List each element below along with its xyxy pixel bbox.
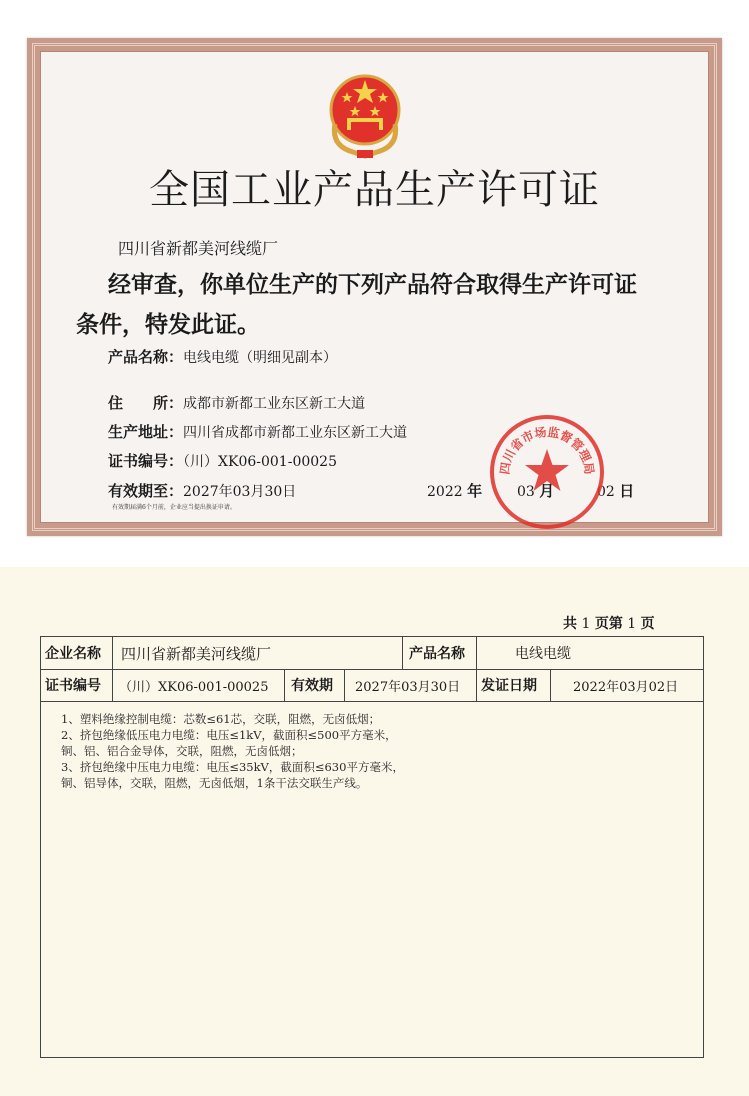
issue-year: 2022 年 <box>427 482 483 500</box>
product-name-value: 电线电缆 <box>515 646 571 662</box>
table-row <box>41 669 703 702</box>
product-label: 产品名称： <box>108 348 184 366</box>
page-count: 共 1 页第 1 页 <box>563 616 655 632</box>
product-row <box>108 346 337 367</box>
company-name-value: 四川省新都美河线缆厂 <box>113 637 403 669</box>
valid-period-value: 2027年03月30日 <box>345 669 477 701</box>
address-row <box>108 392 365 413</box>
production-site-value: 四川省成都市新都工业东区新工大道 <box>183 425 408 441</box>
certificate-title: 全国工业产品生产许可证 <box>149 167 600 213</box>
certificate-number-label: 证书编号： <box>108 452 184 470</box>
production-site-label: 生产地址： <box>108 423 184 441</box>
address-value: 成都市新都工业东区新工大道 <box>183 396 366 412</box>
company-name-label: 企业名称 <box>41 637 113 669</box>
list-item: 2、挤包绝缘低压电力电缆：电压≤1kV，截面积≤500平方毫米， <box>61 728 397 742</box>
production-site-row <box>108 421 407 442</box>
product-value: 电线电缆（明细见副本） <box>183 350 338 366</box>
certificate-holder: 四川省新都美河线缆厂 <box>118 239 279 258</box>
issue-month: 03 月 <box>517 482 555 500</box>
issue-date-value: 2022年03月02日 <box>573 679 679 695</box>
valid-until-value: 2027年03月30日 <box>183 484 297 500</box>
valid-until-row <box>108 480 296 501</box>
svg-text:四川省市场监督管理局: 四川省市场监督管理局 <box>497 425 597 476</box>
certificate-number-label-appendix: 证书编号 <box>41 669 113 701</box>
official-seal-icon <box>488 413 606 531</box>
list-item: 3、挤包绝缘中压电力电缆：电压≤35kV，截面积≤630平方毫米， <box>61 760 404 774</box>
product-item-list <box>61 711 404 791</box>
address-label: 住 所： <box>108 394 184 412</box>
statement-line-1: 经审查，你单位生产的下列产品符合取得生产许可证 <box>108 271 637 298</box>
list-item: 1、塑料绝缘控制电缆：芯数≤61芯，交联，阻燃，无卤低烟； <box>61 712 381 726</box>
statement-line-2: 条件，特发此证。 <box>76 311 260 338</box>
product-name-label: 产品名称 <box>403 637 477 669</box>
appendix-table <box>40 636 704 1058</box>
valid-until-label: 有效期至： <box>108 482 184 500</box>
table-row <box>41 637 703 670</box>
list-item: 铜、铝导体，交联，阻燃，无卤低烟，1条干法交联生产线。 <box>61 776 368 790</box>
certificate-number-row <box>108 450 337 471</box>
issue-day: 02 日 <box>597 482 635 500</box>
issue-date-label: 发证日期 <box>477 669 551 701</box>
list-item: 铜、铝、铝合金导体，交联，阻燃，无卤低烟； <box>61 744 303 758</box>
certificate-number-value-appendix: （川）XK06-001-00025 <box>113 669 285 701</box>
certificate-number-value: （川）XK06-001-00025 <box>183 454 337 470</box>
national-emblem-icon <box>317 66 413 162</box>
renewal-note: 有效期届满6个月前，企业应当提出换证申请。 <box>112 504 236 511</box>
valid-period-label: 有效期 <box>285 669 345 701</box>
